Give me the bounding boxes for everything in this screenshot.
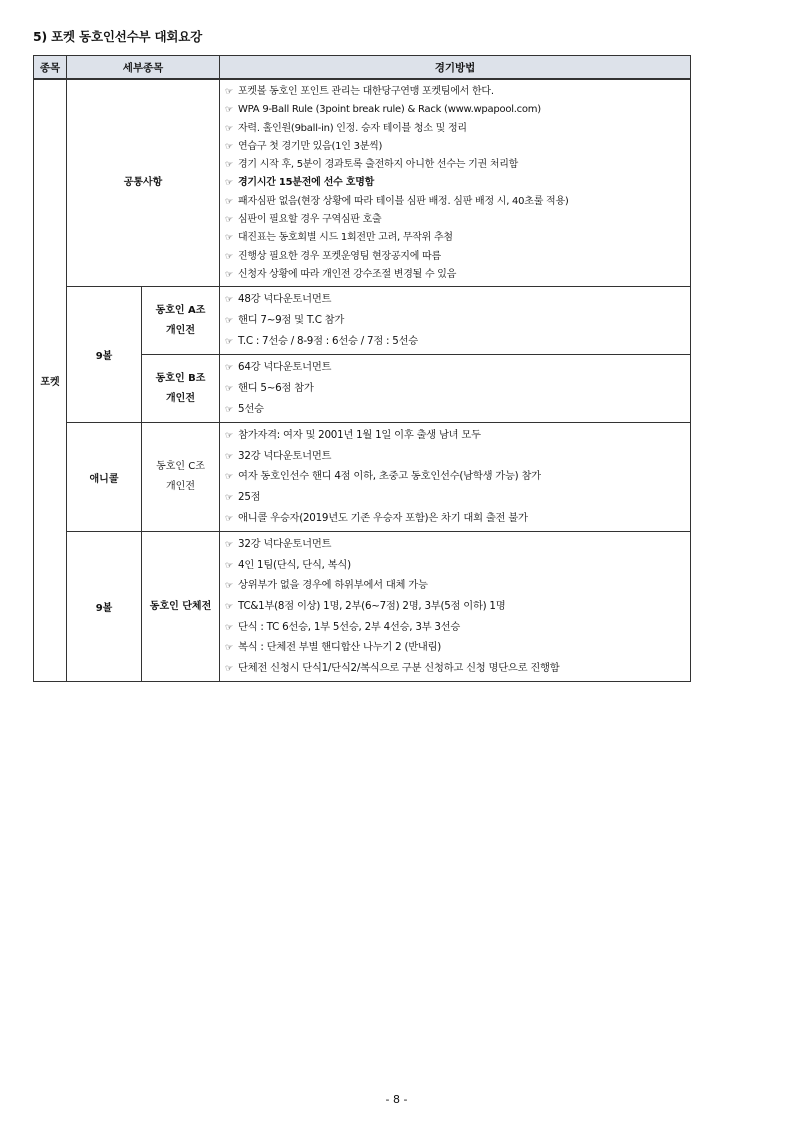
header-method: 경기방법 — [220, 56, 691, 80]
group-c-label — [142, 423, 220, 532]
pointing-hand-icon: ☞ — [225, 196, 233, 207]
list-item-text: 복식 : 단체전 부별 핸디합산 나누기 2 (반내림) — [238, 641, 442, 654]
page-title: 5) 포켓 동호인선수부 대회요강 — [33, 29, 202, 44]
list-item — [225, 311, 686, 332]
pointing-hand-icon: ☞ — [225, 233, 233, 244]
nine-ball-label: 9볼 — [67, 287, 142, 423]
pointing-hand-icon: ☞ — [225, 493, 233, 504]
list-item — [225, 156, 686, 174]
annie-call-label: 애니콜 — [67, 423, 142, 532]
common-rule-list — [225, 83, 686, 284]
list-item-text: 단체전 신청시 단식1/단식2/복식으로 구분 신청하고 신청 명단으로 진행함 — [238, 661, 560, 674]
list-item — [225, 535, 686, 556]
pointing-hand-icon: ☞ — [225, 295, 233, 306]
list-item — [225, 400, 686, 421]
pointing-hand-icon: ☞ — [225, 513, 233, 524]
list-item — [225, 83, 686, 101]
table-row-team — [34, 532, 691, 682]
pointing-hand-icon: ☞ — [225, 160, 233, 171]
list-item-text: 단식 : TC 6선승, 1부 5선승, 2부 4선승, 3부 3선승 — [238, 620, 461, 633]
list-item-text: 32강 넉다운토너먼트 — [238, 538, 332, 551]
pointing-hand-icon: ☞ — [225, 451, 233, 462]
table-row-common — [34, 79, 691, 287]
list-item — [225, 556, 686, 577]
pointing-hand-icon: ☞ — [225, 602, 233, 613]
list-item-text: 64강 넉다운토너먼트 — [238, 361, 332, 374]
group-b-rule-list — [225, 358, 686, 420]
list-item-text: T.C : 7선승 / 8-9점 : 6선승 / 7점 : 5선승 — [238, 334, 418, 347]
list-item-text: 경기시간 15분전에 선수 호명함 — [238, 177, 375, 189]
group-c-rule-list — [225, 426, 686, 529]
list-item-text: 진행상 필요한 경우 포켓운영팀 현장공지에 따름 — [238, 250, 441, 262]
pointing-hand-icon: ☞ — [225, 251, 233, 262]
list-item — [225, 266, 686, 284]
group-b-label-line2: 개인전 — [166, 392, 195, 404]
pointing-hand-icon: ☞ — [225, 431, 233, 442]
pointing-hand-icon: ☞ — [225, 363, 233, 374]
list-item — [225, 332, 686, 353]
list-item — [225, 229, 686, 247]
list-item-text: 애니콜 우승자(2019년도 기존 우승자 포함)은 차기 대회 출전 불가 — [238, 511, 528, 524]
list-item — [225, 659, 686, 680]
team-rule-list — [225, 535, 686, 679]
pointing-hand-icon: ☞ — [225, 87, 233, 97]
pointing-hand-icon: ☞ — [225, 404, 233, 415]
header-event: 종목 — [34, 56, 67, 80]
table-row-annie-call — [34, 423, 691, 532]
pointing-hand-icon: ☞ — [225, 269, 233, 280]
list-item-text: TC&1부(8점 이상) 1명, 2부(6~7점) 2명, 3부(5점 이하) 1명 — [238, 600, 506, 613]
list-item-text: 자력. 홀인원(9ball-in) 인정. 승자 테이블 청소 및 정리 — [238, 122, 467, 134]
pointing-hand-icon: ☞ — [225, 178, 233, 189]
group-a-label-line1: 동호인 A조 — [155, 304, 206, 316]
pointing-hand-icon: ☞ — [225, 560, 233, 571]
header-sub-event: 세부종목 — [67, 56, 220, 80]
list-item-text: 신청자 상황에 따라 개인전 강수조절 변경될 수 있음 — [238, 268, 457, 280]
list-item-text: 경기 시작 후, 5분이 경과토록 출전하지 아니한 선수는 기권 처리함 — [238, 159, 519, 171]
pointing-hand-icon: ☞ — [225, 215, 233, 226]
group-c-label-line1: 동호인 C조 — [156, 461, 205, 473]
group-c-label-line2: 개인전 — [166, 481, 195, 493]
group-c-method-cell — [220, 423, 691, 532]
list-item — [225, 193, 686, 211]
common-method-cell — [220, 79, 691, 287]
pointing-hand-icon: ☞ — [225, 581, 233, 592]
list-item — [225, 211, 686, 229]
group-b-method-cell — [220, 355, 691, 423]
list-item-text: WPA 9-Ball Rule (3point break rule) & Rack (www.wpapool.com) — [238, 104, 541, 116]
list-item-text: 상위부가 없을 경우에 하위부에서 대체 가능 — [238, 579, 428, 592]
list-item — [225, 597, 686, 618]
list-item-text: 패자심판 없음(현장 상황에 따라 테이블 심판 배정. 심판 배정 시, 40초룰 적용) — [238, 195, 569, 207]
list-item-text: 여자 동호인선수 핸디 4점 이하, 초중고 동호인선수(남학생 가능) 참가 — [238, 470, 541, 483]
list-item-text: 핸디 7~9점 및 T.C 참가 — [238, 313, 345, 326]
tournament-rules-table — [33, 55, 691, 682]
list-item — [225, 488, 686, 509]
pointing-hand-icon: ☞ — [225, 540, 233, 551]
list-item — [225, 618, 686, 639]
list-item-text: 25점 — [238, 491, 261, 504]
list-item — [225, 358, 686, 379]
list-item-text: 포켓볼 동호인 포인트 관리는 대한당구연맹 포켓팀에서 한다. — [238, 86, 494, 97]
pointing-hand-icon: ☞ — [225, 622, 233, 633]
list-item — [225, 174, 686, 192]
page-number: - 8 - — [385, 1093, 408, 1106]
list-item-text: 48강 넉다운토너먼트 — [238, 293, 332, 306]
list-item-text: 5선승 — [238, 402, 264, 415]
pointing-hand-icon: ☞ — [225, 383, 233, 394]
list-item-text: 핸디 5~6점 참가 — [238, 381, 314, 394]
group-a-label — [142, 287, 220, 355]
team-sub-label: 동호인 단체전 — [142, 532, 220, 682]
pointing-hand-icon: ☞ — [225, 315, 233, 326]
list-item — [225, 101, 686, 119]
common-label: 공통사항 — [67, 79, 220, 287]
pointing-hand-icon: ☞ — [225, 123, 233, 134]
event-cell: 포켓 — [34, 79, 67, 682]
list-item — [225, 290, 686, 311]
list-item — [225, 120, 686, 138]
group-a-rule-list — [225, 290, 686, 352]
group-b-label — [142, 355, 220, 423]
pointing-hand-icon: ☞ — [225, 336, 233, 347]
list-item — [225, 248, 686, 266]
group-b-label-line1: 동호인 B조 — [155, 372, 206, 384]
list-item-text: 연습구 첫 경기만 있음(1인 3분씩) — [238, 140, 383, 152]
list-item-text: 32강 넉다운토너먼트 — [238, 449, 332, 462]
pointing-hand-icon: ☞ — [225, 643, 233, 654]
team-method-cell — [220, 532, 691, 682]
list-item — [225, 447, 686, 468]
list-item-text: 대진표는 동호회별 시드 1회전만 고려, 무작위 추첨 — [238, 232, 453, 244]
group-a-method-cell — [220, 287, 691, 355]
table-row-9ball-a — [34, 287, 691, 355]
list-item-text: 4인 1팀(단식, 단식, 복식) — [238, 558, 351, 571]
pointing-hand-icon: ☞ — [225, 141, 233, 152]
list-item — [225, 467, 686, 488]
list-item — [225, 379, 686, 400]
list-item — [225, 138, 686, 156]
list-item — [225, 426, 686, 447]
pointing-hand-icon: ☞ — [225, 472, 233, 483]
team-event-label: 9볼 — [67, 532, 142, 682]
list-item-text: 참가자격: 여자 및 2001년 1월 1일 이후 출생 남녀 모두 — [238, 429, 481, 442]
list-item — [225, 638, 686, 659]
group-a-label-line2: 개인전 — [166, 324, 195, 336]
pointing-hand-icon: ☞ — [225, 663, 233, 674]
list-item-text: 심판이 필요할 경우 구역심판 호출 — [238, 214, 382, 226]
list-item — [225, 509, 686, 530]
list-item — [225, 576, 686, 597]
table-header-row — [34, 56, 691, 80]
pointing-hand-icon: ☞ — [225, 105, 233, 116]
